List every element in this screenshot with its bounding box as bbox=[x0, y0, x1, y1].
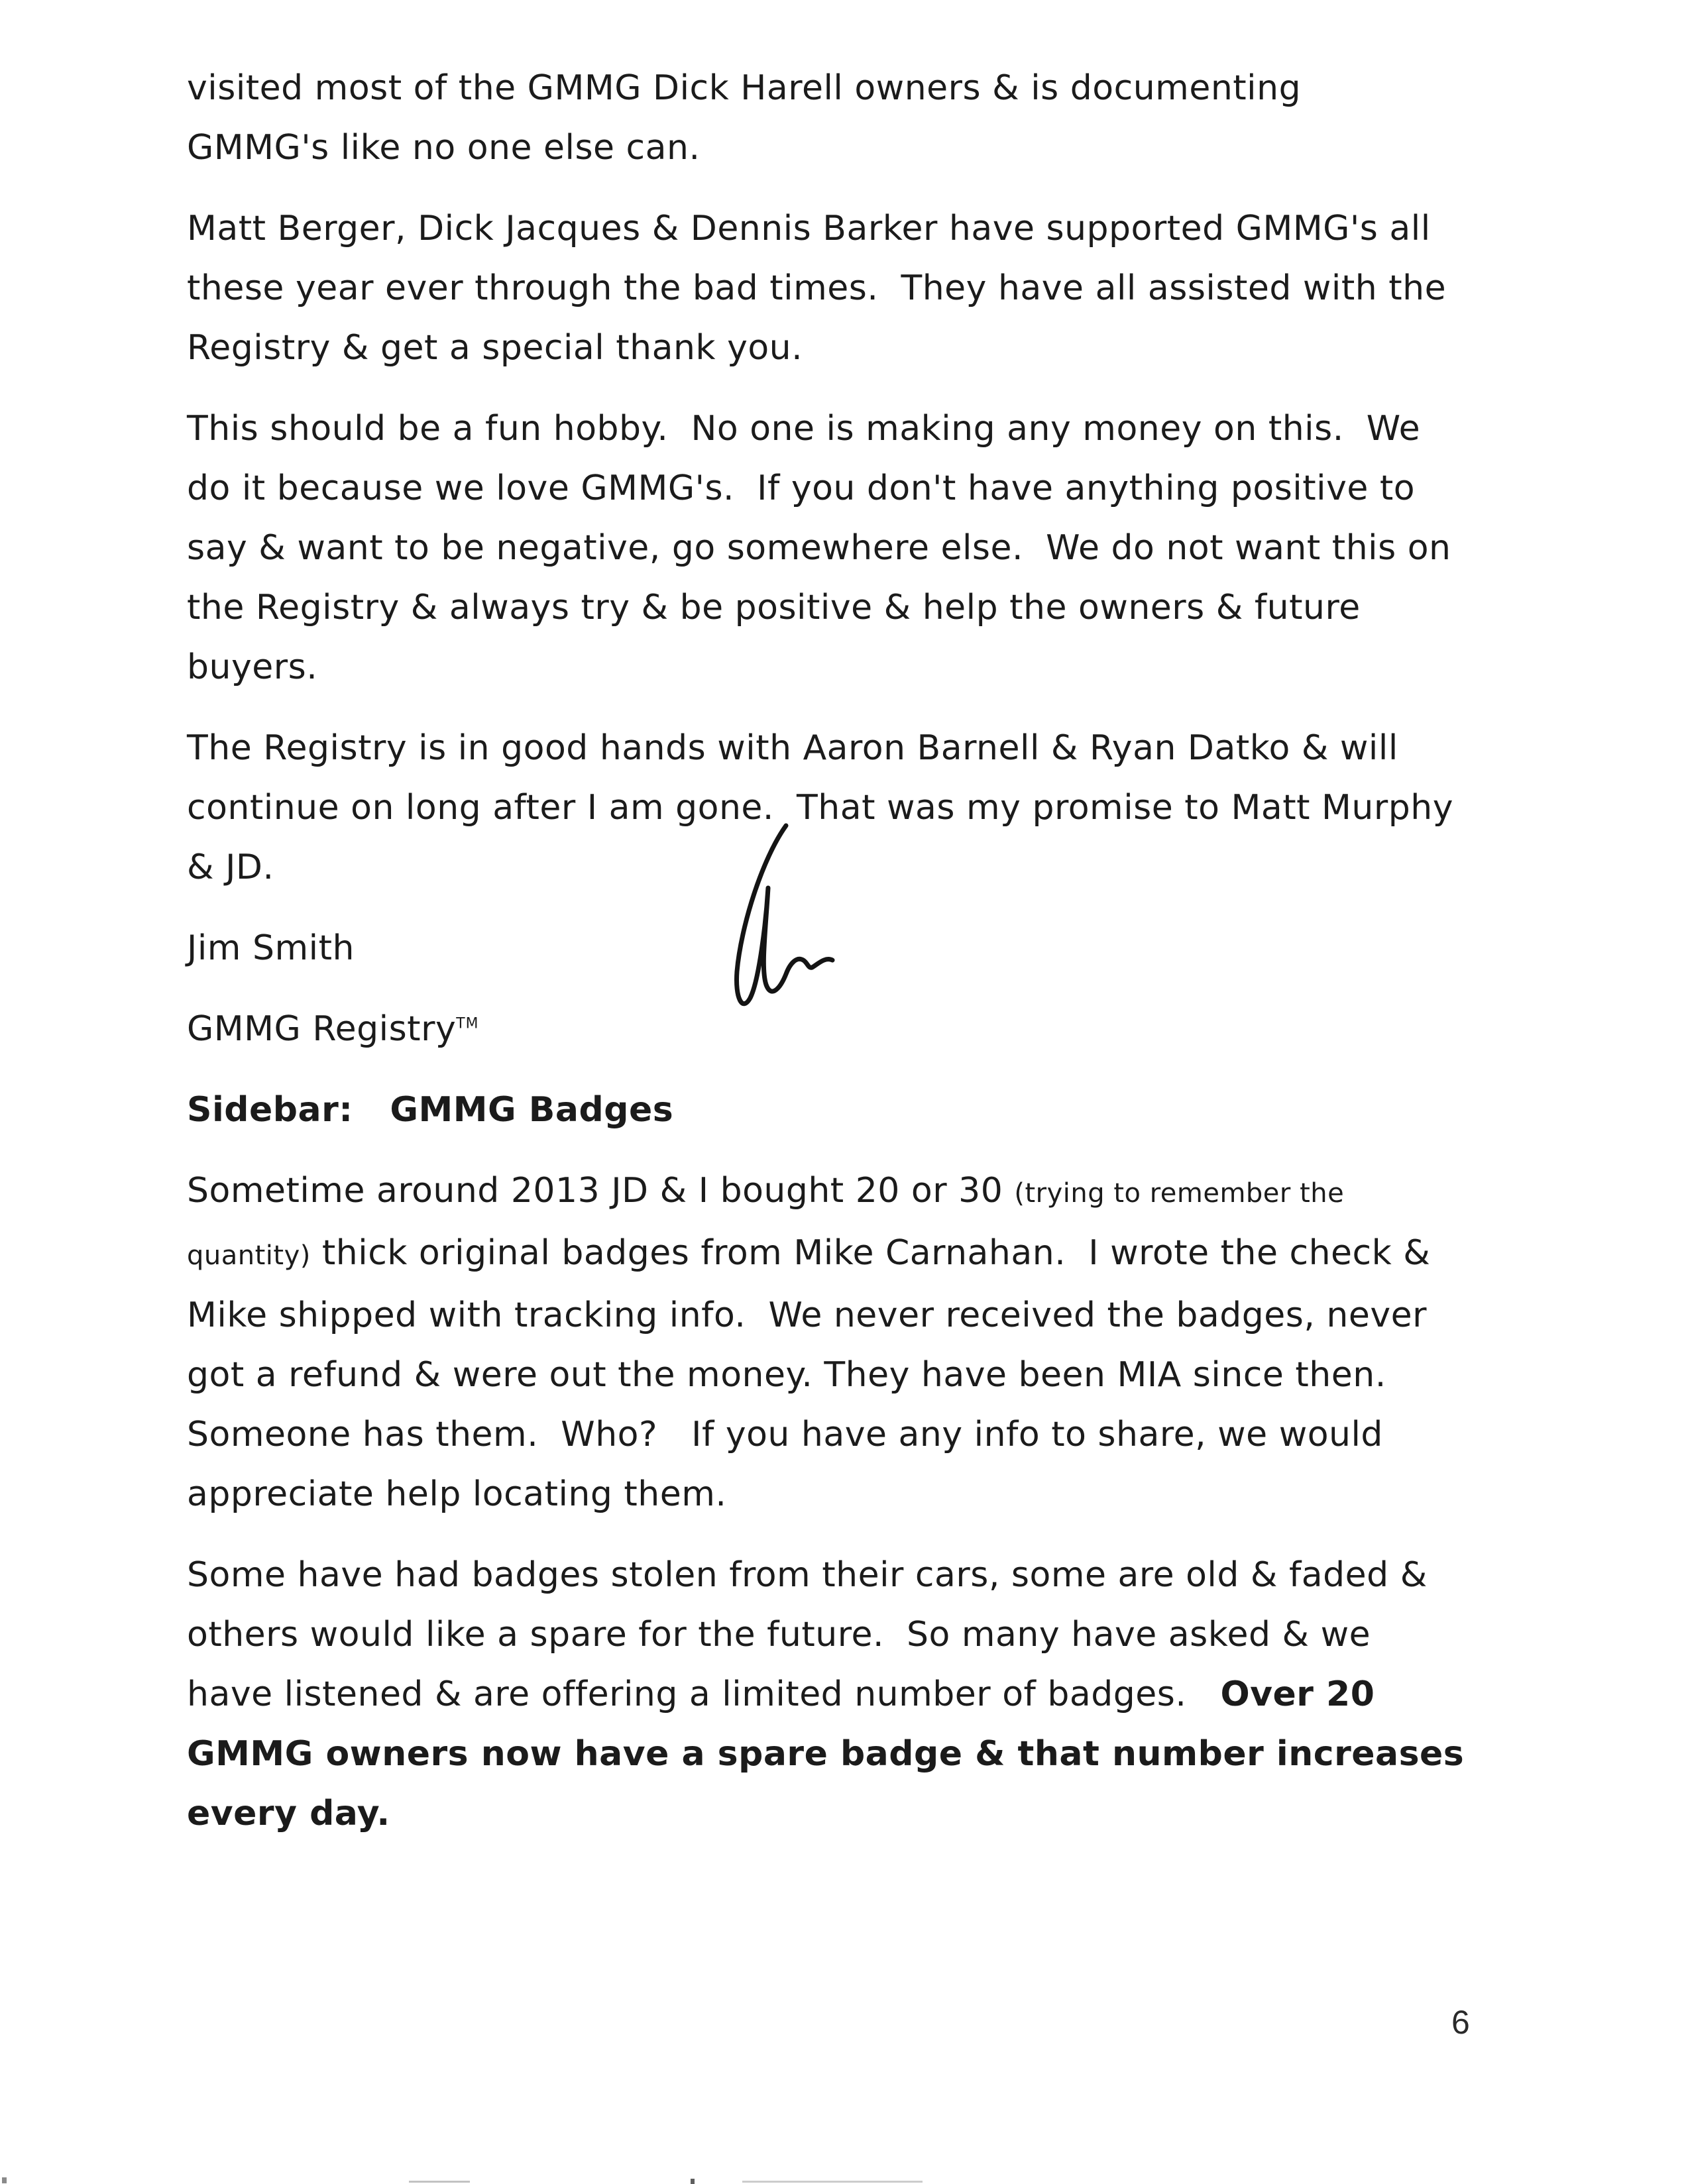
text-line bbox=[187, 999, 1532, 1059]
text-line bbox=[187, 1161, 1532, 1223]
text-line: say & want to be negative, go somewhere else. We do not want this on bbox=[187, 528, 1451, 568]
text-line: buyers. bbox=[187, 647, 318, 687]
org-name bbox=[187, 999, 1532, 1059]
text-line: visited most of the GMMG Dick Harell owners & is documenting bbox=[187, 68, 1302, 108]
paragraph-documenting bbox=[187, 58, 1532, 178]
text-line: Someone has them. Who? If you have any info to share, we would bbox=[187, 1415, 1383, 1454]
scan-artifact bbox=[742, 2181, 923, 2183]
text-line bbox=[187, 1223, 1532, 1285]
letter-body bbox=[187, 58, 1532, 1865]
scan-artifact bbox=[2, 2177, 7, 2183]
text-line: got a refund & were out the money. They have been MIA since then. bbox=[187, 1355, 1386, 1395]
text-line: Sidebar: GMMG Badges bbox=[187, 1090, 674, 1130]
text-line: GMMG's like no one else can. bbox=[187, 128, 701, 168]
text-segment-bold: Over 20 bbox=[1220, 1674, 1375, 1714]
text-line: others would like a spare for the future. So many have asked & we bbox=[187, 1615, 1371, 1655]
text-line: & JD. bbox=[187, 847, 274, 887]
signature-mark bbox=[669, 820, 855, 1022]
paragraph-fun-hobby bbox=[187, 399, 1532, 697]
text-line: This should be a fun hobby. No one is making any money on this. We bbox=[187, 409, 1421, 449]
text-segment: Sometime around 2013 JD & I bought 20 or 30 bbox=[187, 1171, 1015, 1211]
text-segment: thick original badges from Mike Carnahan. I wrote the check & bbox=[310, 1233, 1431, 1273]
scan-artifact bbox=[691, 2179, 695, 2184]
text-line: Jim Smith bbox=[187, 928, 355, 968]
trademark-symbol: TM bbox=[456, 1015, 479, 1032]
text-segment-small: quantity) bbox=[187, 1240, 311, 1271]
text-line: Mike shipped with tracking info. We never received the badges, never bbox=[187, 1295, 1428, 1335]
text-segment: GMMG Registry bbox=[187, 1009, 457, 1049]
paragraph-thank-you bbox=[187, 199, 1532, 378]
scan-artifact bbox=[409, 2181, 470, 2183]
text-line: Some have had badges stolen from their cars, some are old & faded & bbox=[187, 1555, 1428, 1595]
text-line: GMMG owners now have a spare badge & that number increases bbox=[187, 1734, 1465, 1774]
text-line: Matt Berger, Dick Jacques & Dennis Barker have supported GMMG's all bbox=[187, 209, 1431, 248]
text-line: do it because we love GMMG's. If you don't have anything positive to bbox=[187, 468, 1416, 508]
text-line: continue on long after I am gone. That was my promise to Matt Murphy bbox=[187, 788, 1453, 828]
text-line: these year ever through the bad times. They have all assisted with the bbox=[187, 268, 1447, 308]
paragraph-badges-offer bbox=[187, 1545, 1532, 1843]
sidebar-heading bbox=[187, 1080, 1532, 1140]
text-line: Registry & get a special thank you. bbox=[187, 328, 803, 368]
paragraph-badges-story bbox=[187, 1161, 1532, 1524]
text-line: The Registry is in good hands with Aaron Barnell & Ryan Datko & will bbox=[187, 728, 1398, 768]
text-line: the Registry & always try & be positive & help the owners & future bbox=[187, 588, 1361, 628]
signatory-name bbox=[187, 918, 1532, 978]
page-number: 6 bbox=[1451, 2004, 1470, 2041]
paragraph-registry-hands bbox=[187, 718, 1532, 897]
text-segment-small: (trying to remember the bbox=[1014, 1178, 1345, 1209]
text-segment: have listened & are offering a limited number of badges. bbox=[187, 1674, 1221, 1714]
text-line: every day. bbox=[187, 1794, 390, 1833]
text-line: appreciate help locating them. bbox=[187, 1474, 727, 1514]
text-line bbox=[187, 1665, 1532, 1724]
